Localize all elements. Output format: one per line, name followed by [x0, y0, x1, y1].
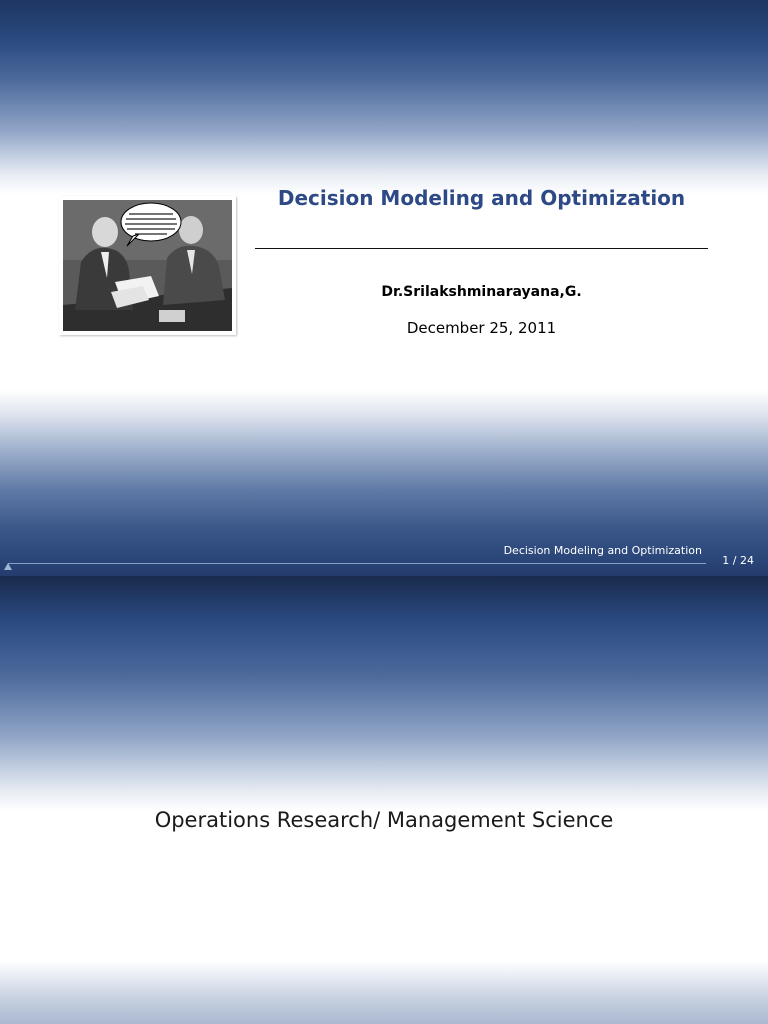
- footer-title: Decision Modeling and Optimization: [503, 544, 702, 557]
- cartoon-photo: [59, 196, 236, 335]
- progress-marker-icon[interactable]: [4, 563, 12, 570]
- slide-heading: Operations Research/ Management Science: [154, 808, 614, 832]
- cartoon-image: [63, 200, 232, 331]
- author-name: Dr.Srilakshminarayana,G.: [381, 284, 582, 300]
- presentation-title: Decision Modeling and Optimization: [277, 186, 686, 210]
- page-number: 1 / 24: [722, 554, 754, 567]
- slide-2: [0, 576, 768, 1024]
- footer-progress-line: [8, 563, 706, 564]
- presentation-date: December 25, 2011: [406, 319, 557, 337]
- title-divider: [255, 248, 708, 249]
